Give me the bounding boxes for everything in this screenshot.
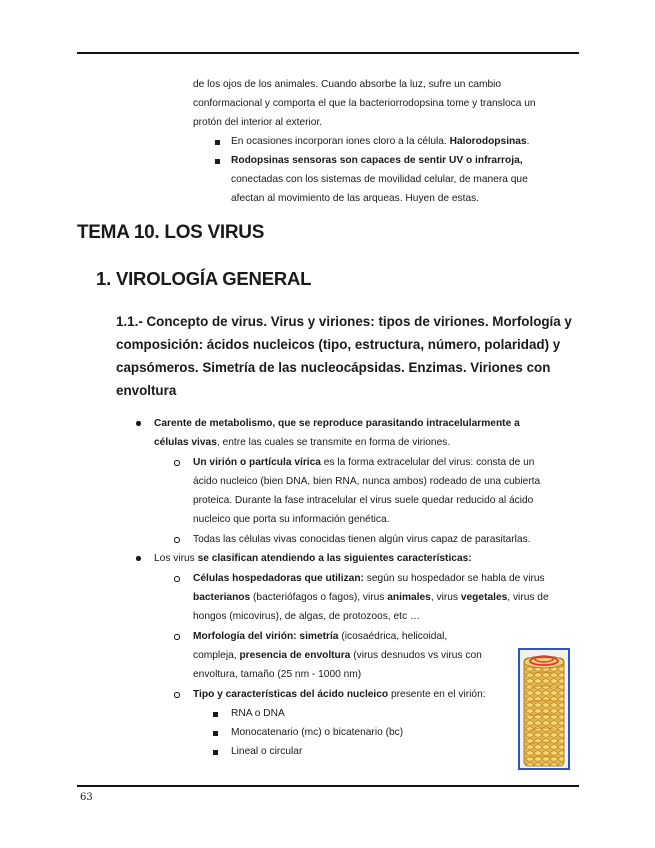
nucleic-acid-item-2: Monocatenario (mc) o bicatenario (bc) — [231, 727, 404, 738]
bullet-2-sub-1-line-3: hongos (micovirus), de algas, de protozoos, etc … — [193, 611, 421, 622]
bullet-1-sub-1-line-3: proteica. Durante la fase intracelular el virus suele quedar reducido al ácido — [193, 495, 534, 506]
bullet-2-sub-2-line-2: compleja, presencia de envoltura (virus desnudos vs virus con — [193, 650, 482, 661]
bullet-1-sub-1-line-2: ácido nucleico (bien DNA, bien RNA, nunca ambos) rodeado de una cubierta — [193, 476, 541, 487]
square-bullet-icon — [213, 731, 218, 736]
circle-bullet-icon — [174, 634, 180, 640]
nucleic-acid-item-1: RNA o DNA — [231, 708, 285, 719]
circle-bullet-icon — [174, 576, 180, 582]
square-bullet-icon — [213, 712, 218, 717]
subsection-title-line-3: capsómeros. Simetría de las nucleocápsidas. Enzimas. Viriones con — [116, 360, 551, 375]
intro-bullet-1: En ocasiones incorporan iones cloro a la célula. Halorodopsinas. — [231, 136, 530, 147]
square-bullet-icon — [215, 140, 220, 145]
intro-line-3: protón del interior al exterior. — [193, 117, 323, 128]
bullet-2-line-1: Los virus se clasifican atendiendo a las siguientes características: — [154, 553, 472, 564]
circle-bullet-icon — [174, 460, 180, 466]
bullet-1-sub-1: Un virión o partícula vírica es la forma extracelular del virus: consta de un — [193, 457, 535, 468]
bullet-1-line-1: Carente de metabolismo, que se reproduce parasitando intracelularmente a — [154, 418, 520, 429]
subsection-title-line-2: composición: ácidos nucleicos (tipo, estructura, número, polaridad) y — [116, 337, 561, 352]
intro-bullet-2-line-2: conectadas con los sistemas de movilidad celular, de manera que — [231, 174, 528, 185]
chapter-title: TEMA 10. LOS VIRUS — [77, 222, 265, 243]
circle-bullet-icon — [174, 537, 180, 543]
bullet-2-sub-3: Tipo y características del ácido nucleico presente en el virión: — [193, 689, 486, 700]
circle-bullet-icon — [174, 692, 180, 698]
footer-rule — [77, 785, 579, 787]
bullet-1-sub-1-line-4: nucleico que porta su información genética. — [193, 514, 390, 525]
page-number: 63 — [80, 792, 93, 803]
section-title: 1. VIROLOGÍA GENERAL — [96, 268, 312, 289]
bullet-2-sub-1: Células hospedadoras que utilizan: según su hospedador se habla de virus — [193, 573, 545, 584]
bullet-2-sub-1-line-2: bacterianos (bacteriófagos o fagos), virus animales, virus vegetales, virus de — [193, 592, 549, 603]
intro-line-1: de los ojos de los animales. Cuando absorbe la luz, sufre un cambio — [193, 79, 502, 90]
subsection-title-line-1: 1.1.- Concepto de virus. Virus y viriones: tipos de viriones. Morfología y — [116, 314, 572, 329]
bullet-2-sub-2: Morfología del virión: simetría (icosaédrica, helicoidal, — [193, 631, 448, 642]
bullet-2-sub-2-line-3: envoltura, tamaño (25 nm - 1000 nm) — [193, 669, 362, 680]
intro-bullet-2-line-3: afectan al movimiento de las arqueas. Huyen de estas. — [231, 193, 480, 204]
bullet-1-sub-2: Todas las células vivas conocidas tienen algún virus capaz de parasitarlas. — [193, 534, 531, 545]
helical-virion-illustration — [518, 648, 570, 770]
header-rule — [77, 52, 579, 54]
bullet-dot-icon — [136, 421, 141, 426]
square-bullet-icon — [213, 750, 218, 755]
intro-bullet-2: Rodopsinas sensoras son capaces de sentir UV o infrarroja, — [231, 155, 523, 166]
intro-line-2: conformacional y comporta el que la bacteriorrodopsina tome y transloca un — [193, 98, 536, 109]
bullet-1-line-2: células vivas, entre las cuales se transmite en forma de viriones. — [154, 437, 451, 448]
square-bullet-icon — [215, 159, 220, 164]
subsection-title-line-4: envoltura — [116, 383, 177, 398]
nucleic-acid-item-3: Lineal o circular — [231, 746, 303, 757]
bullet-dot-icon — [136, 556, 141, 561]
